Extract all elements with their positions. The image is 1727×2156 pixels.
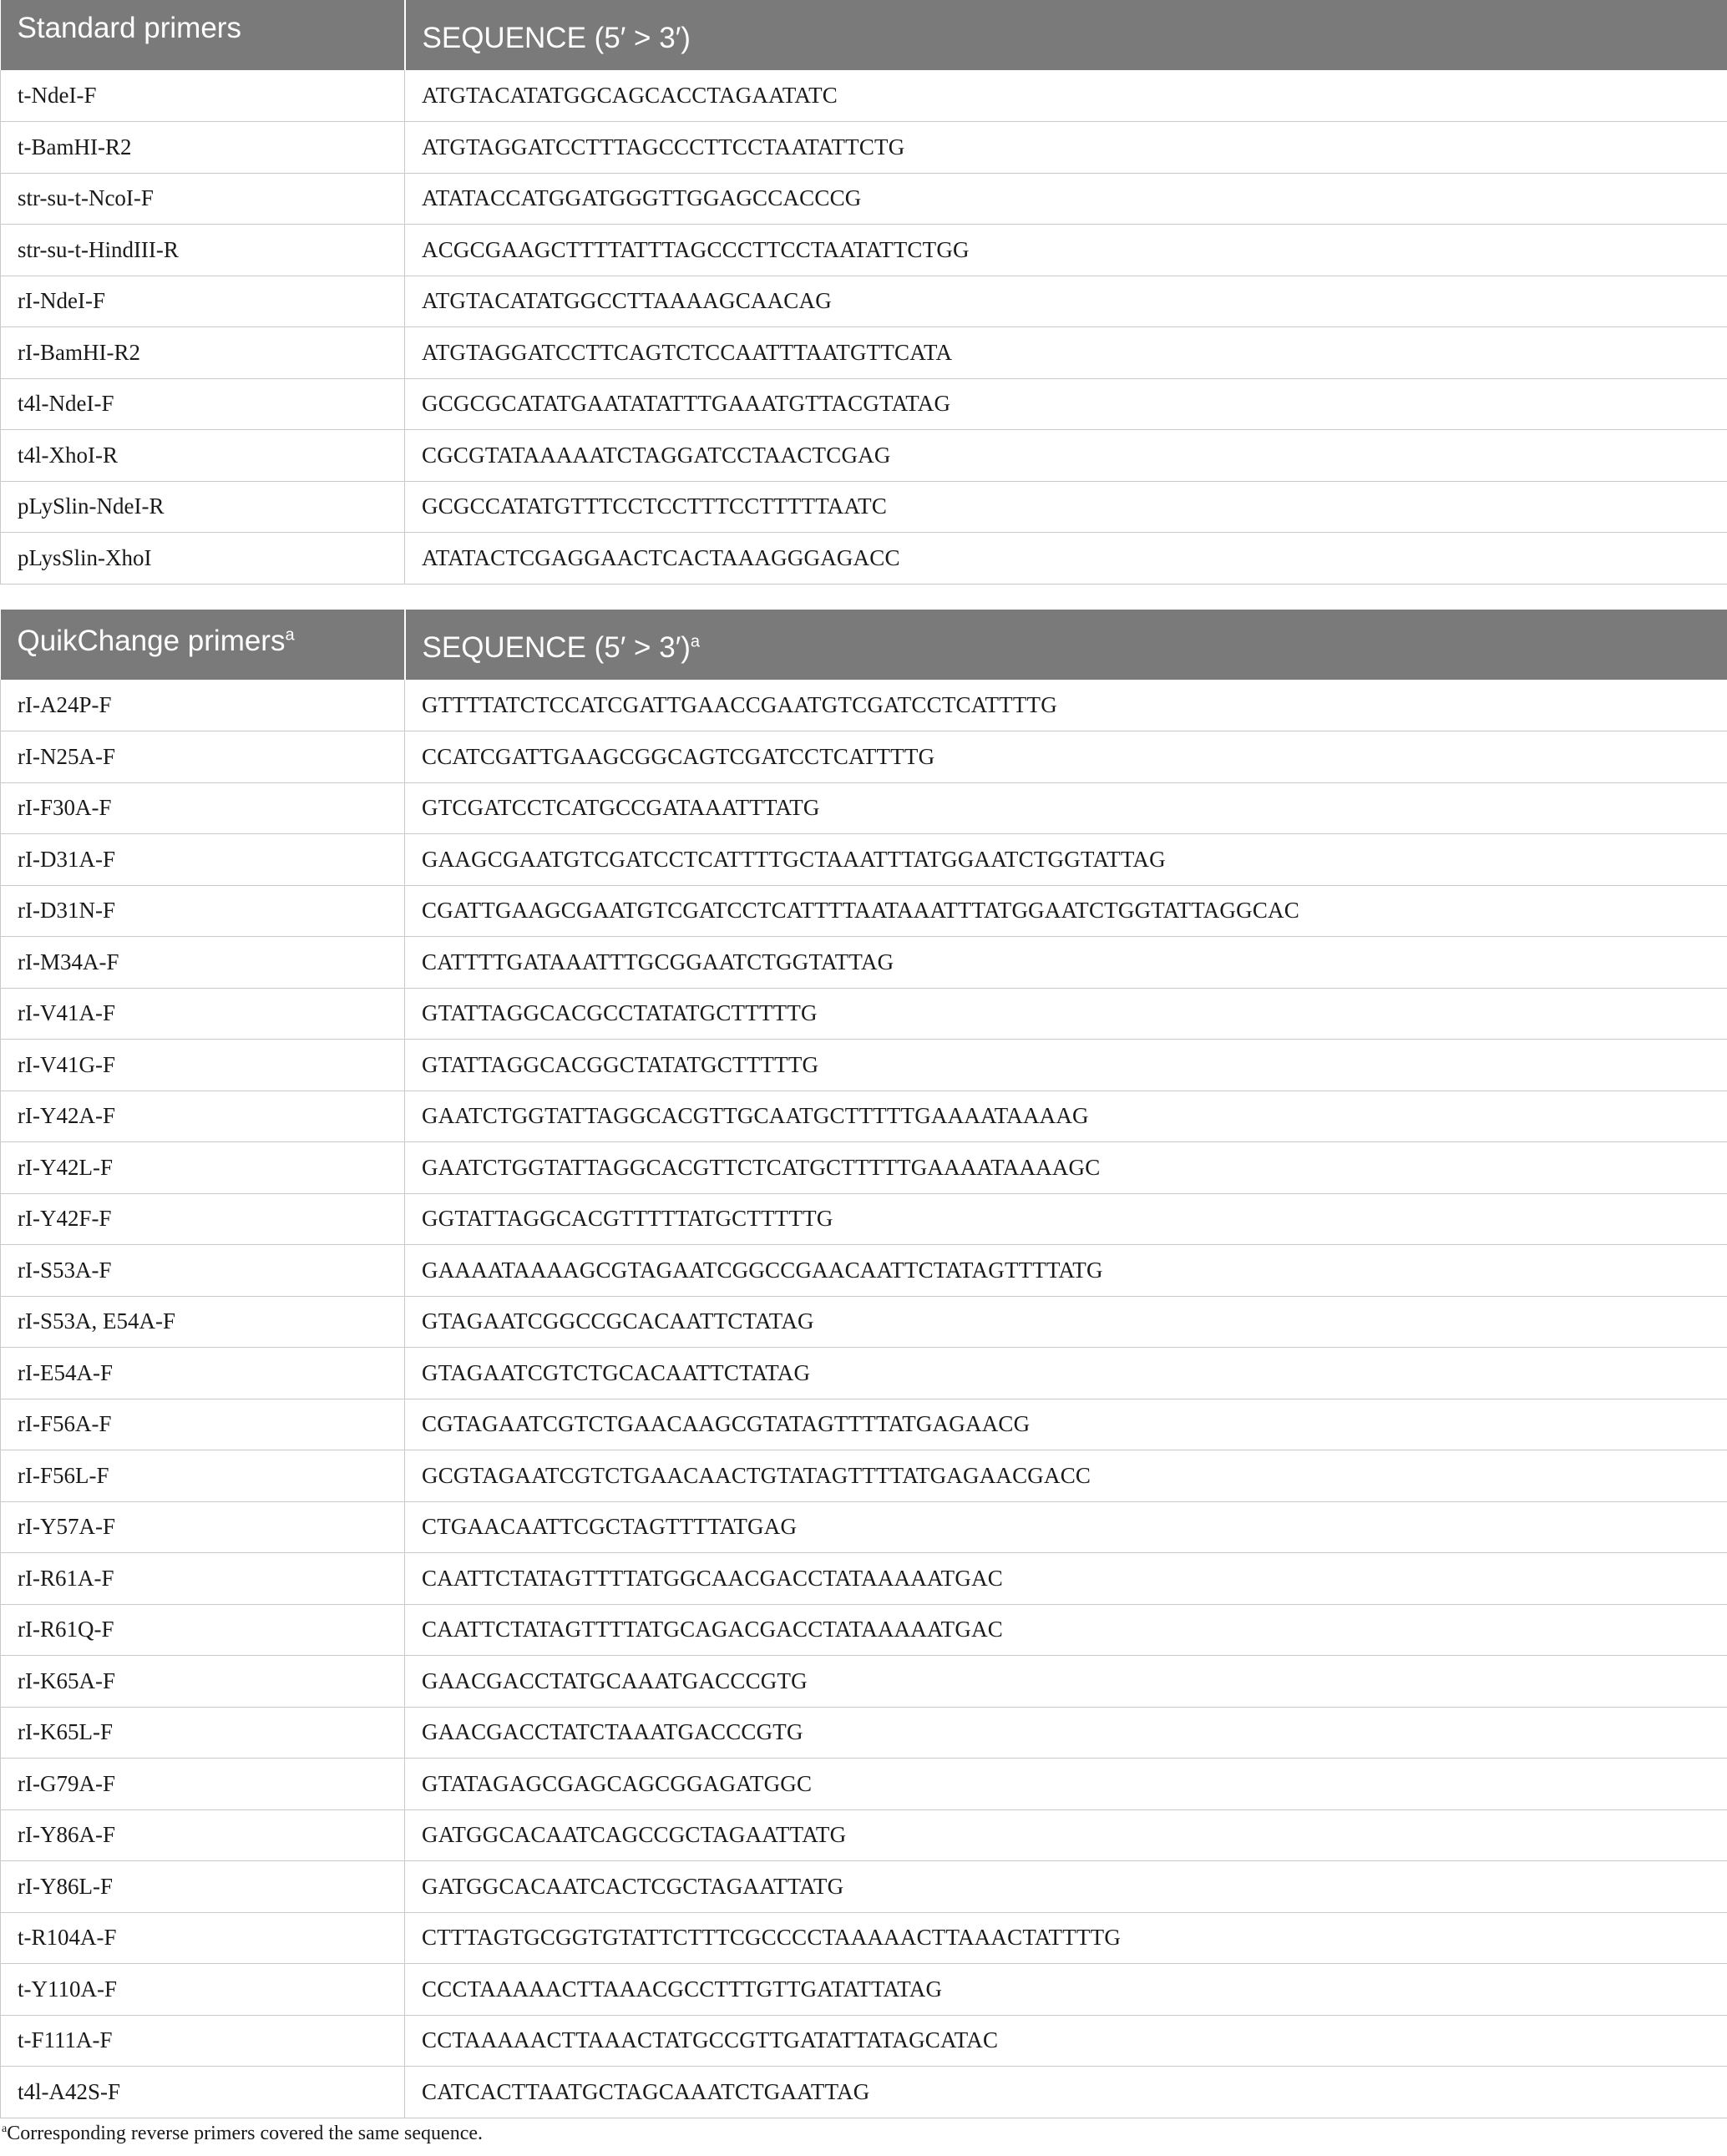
primer-sequence-cell: GAAAATAAAAGCGTAGAATCGGCCGAACAATTCTATAGTTTTATG: [405, 1245, 1727, 1297]
footnote-text: Corresponding reverse primers covered the same sequence.: [7, 2123, 483, 2144]
primer-sequence-cell: GAATCTGGTATTAGGCACGTTGCAATGCTTTTTGAAAATAAAAG: [405, 1091, 1727, 1142]
primer-sequence-cell: ATGTAGGATCCTTCAGTCTCCAATTTAATGTTCATA: [405, 327, 1727, 379]
table-row: [1, 327, 1727, 379]
primer-sequence-cell: GTTTTATCTCCATCGATTGAACCGAATGTCGATCCTCATTTTG: [405, 680, 1727, 731]
primer-name-cell: rI-Y42A-F: [1, 1091, 405, 1142]
primer-sequence-cell: GATGGCACAATCAGCCGCTAGAATTATG: [405, 1809, 1727, 1861]
table-row: [1, 1040, 1727, 1091]
footnote-marker: a: [690, 632, 701, 651]
primer-sequence-cell: GAACGACCTATGCAAATGACCCGTG: [405, 1656, 1727, 1708]
table-row: [1, 1450, 1727, 1502]
primer-sequence-cell: GATGGCACAATCACTCGCTAGAATTATG: [405, 1861, 1727, 1913]
table-row: [1, 782, 1727, 834]
primer-name-cell: rI-Y42F-F: [1, 1193, 405, 1245]
table-row: [1, 122, 1727, 174]
primer-sequence-cell: GTCGATCCTCATGCCGATAAATTTATG: [405, 782, 1727, 834]
quikchange-header-row: [1, 610, 1727, 680]
primer-name-cell: t4l-XhoI-R: [1, 430, 405, 482]
primer-name-cell: pLysSlin-XhoI: [1, 533, 405, 585]
quikchange-table-body: [1, 680, 1727, 2118]
standard-table-body: [1, 70, 1727, 584]
primer-sequence-cell: CAATTCTATAGTTTTATGCAGACGACCTATAAAAATGAC: [405, 1604, 1727, 1656]
primer-name-cell: t-NdeI-F: [1, 70, 405, 122]
table-row: [1, 1707, 1727, 1759]
primer-name-cell: rI-E54A-F: [1, 1348, 405, 1399]
primer-name-cell: pLySlin-NdeI-R: [1, 481, 405, 533]
table-row: [1, 1759, 1727, 1810]
primer-sequence-cell: ATATACCATGGATGGGTTGGAGCCACCCG: [405, 173, 1727, 225]
primer-name-cell: t-F111A-F: [1, 2015, 405, 2067]
quikchange-header-name: QuikChange primers$^a$: [1, 610, 405, 680]
primer-name-cell: rI-S53A-F: [1, 1245, 405, 1297]
table-row: [1, 988, 1727, 1040]
primer-sequence-cell: CGCGTATAAAAATCTAGGATCCTAACTCGAG: [405, 430, 1727, 482]
table-row: [1, 378, 1727, 430]
primer-sequence-cell: ACGCGAAGCTTTTATTTAGCCCTTCCTAATATTCTGG: [405, 225, 1727, 276]
primer-sequence-cell: GAACGACCTATCTAAATGACCCGTG: [405, 1707, 1727, 1759]
table-row: [1, 1964, 1727, 2016]
table-row: [1, 1861, 1727, 1913]
primer-sequence-cell: CCTAAAAACTTAAACTATGCCGTTGATATTATAGCATAC: [405, 2015, 1727, 2067]
quikchange-header-sequence: SEQUENCE (5′ > 3′)$^a$: [405, 610, 1727, 680]
primer-name-cell: rI-M34A-F: [1, 937, 405, 989]
primer-name-cell: rI-S53A, E54A-F: [1, 1296, 405, 1348]
table-row: [1, 2067, 1727, 2118]
primer-name-cell: rI-A24P-F: [1, 680, 405, 731]
table-row: [1, 1912, 1727, 1964]
table-row: [1, 1604, 1727, 1656]
primer-name-cell: rI-K65A-F: [1, 1656, 405, 1708]
table-row: [1, 1091, 1727, 1142]
primer-sequence-cell: GAATCTGGTATTAGGCACGTTCTCATGCTTTTTGAAAATAAAAGC: [405, 1142, 1727, 1194]
primer-name-cell: str-su-t-HindIII-R: [1, 225, 405, 276]
primer-name-cell: t-R104A-F: [1, 1912, 405, 1964]
table-row: [1, 1296, 1727, 1348]
quikchange-primers-table: [0, 610, 1727, 2118]
primer-sequence-cell: GCGTAGAATCGTCTGAACAACTGTATAGTTTTATGAGAACGACC: [405, 1450, 1727, 1502]
table-row: [1, 276, 1727, 327]
primer-name-cell: rI-F30A-F: [1, 782, 405, 834]
standard-header-row: [1, 0, 1727, 70]
primer-sequence-cell: GGTATTAGGCACGTTTTTATGCTTTTTG: [405, 1193, 1727, 1245]
primer-name-cell: t4l-NdeI-F: [1, 378, 405, 430]
primer-name-cell: rI-R61Q-F: [1, 1604, 405, 1656]
primer-sequence-cell: CGATTGAAGCGAATGTCGATCCTCATTTTAATAAATTTATGGAATCTGGTATTAGGCAC: [405, 885, 1727, 937]
primer-sequence-cell: CATCACTTAATGCTAGCAAATCTGAATTAG: [405, 2067, 1727, 2118]
primer-name-cell: rI-Y42L-F: [1, 1142, 405, 1194]
primer-name-cell: t-BamHI-R2: [1, 122, 405, 174]
table-footnote: [2, 2123, 483, 2145]
table-row: [1, 1348, 1727, 1399]
primer-sequence-cell: CGTAGAATCGTCTGAACAAGCGTATAGTTTTATGAGAACG: [405, 1399, 1727, 1450]
primer-name-cell: rI-D31N-F: [1, 885, 405, 937]
primer-name-cell: rI-D31A-F: [1, 834, 405, 886]
table-row: [1, 1553, 1727, 1605]
primer-name-cell: rI-Y86L-F: [1, 1861, 405, 1913]
primer-sequence-cell: GCGCGCATATGAATATATTTGAAATGTTACGTATAG: [405, 378, 1727, 430]
primer-name-cell: t-Y110A-F: [1, 1964, 405, 2016]
table-row: [1, 680, 1727, 731]
primer-sequence-cell: ATATACTCGAGGAACTCACTAAAGGGAGACC: [405, 533, 1727, 585]
primer-name-cell: str-su-t-NcoI-F: [1, 173, 405, 225]
primer-name-cell: rI-Y57A-F: [1, 1501, 405, 1553]
primer-name-cell: rI-Y86A-F: [1, 1809, 405, 1861]
primer-name-cell: rI-G79A-F: [1, 1759, 405, 1810]
standard-header-sequence: SEQUENCE (5′ > 3′): [405, 0, 1727, 70]
primer-sequence-cell: CTTTAGTGCGGTGTATTCTTTCGCCCCTAAAAACTTAAACTATTTTG: [405, 1912, 1727, 1964]
table-row: [1, 1245, 1727, 1297]
table-row: [1, 937, 1727, 989]
primer-sequence-cell: CCATCGATTGAAGCGGCAGTCGATCCTCATTTTG: [405, 731, 1727, 783]
table-row: [1, 1399, 1727, 1450]
table-row: [1, 885, 1727, 937]
primer-name-cell: rI-N25A-F: [1, 731, 405, 783]
table-row: [1, 70, 1727, 122]
primer-sequence-cell: CAATTCTATAGTTTTATGGCAACGACCTATAAAAATGAC: [405, 1553, 1727, 1605]
table-row: [1, 1809, 1727, 1861]
primer-sequence-cell: GTATTAGGCACGCCTATATGCTTTTTG: [405, 988, 1727, 1040]
table-row: [1, 1656, 1727, 1708]
standard-primers-table: [0, 0, 1727, 585]
table-row: [1, 481, 1727, 533]
footnote-marker: a: [285, 625, 295, 645]
primer-sequence-cell: CTGAACAATTCGCTAGTTTTATGAG: [405, 1501, 1727, 1553]
table-row: [1, 430, 1727, 482]
primer-name-cell: rI-F56L-F: [1, 1450, 405, 1502]
primer-sequence-cell: GTAGAATCGTCTGCACAATTCTATAG: [405, 1348, 1727, 1399]
primer-sequence-cell: ATGTACATATGGCCTTAAAAGCAACAG: [405, 276, 1727, 327]
primer-sequence-cell: ATGTAGGATCCTTTAGCCCTTCCTAATATTCTG: [405, 122, 1727, 174]
standard-header-name: Standard primers: [1, 0, 405, 70]
primer-sequence-cell: GTATAGAGCGAGCAGCGGAGATGGC: [405, 1759, 1727, 1810]
primer-sequence-cell: GAAGCGAATGTCGATCCTCATTTTGCTAAATTTATGGAATCTGGTATTAG: [405, 834, 1727, 886]
primer-name-cell: rI-V41G-F: [1, 1040, 405, 1091]
table-row: [1, 2015, 1727, 2067]
table-row: [1, 173, 1727, 225]
primer-sequence-cell: CCCTAAAAACTTAAACGCCTTTGTTGATATTATAG: [405, 1964, 1727, 2016]
primer-name-cell: rI-R61A-F: [1, 1553, 405, 1605]
table-row: [1, 1501, 1727, 1553]
table-row: [1, 731, 1727, 783]
primer-sequence-cell: GTAGAATCGGCCGCACAATTCTATAG: [405, 1296, 1727, 1348]
footnote-marker: a: [2, 2123, 8, 2135]
primer-name-cell: rI-V41A-F: [1, 988, 405, 1040]
primer-name-cell: t4l-A42S-F: [1, 2067, 405, 2118]
table-row: [1, 533, 1727, 585]
primer-name-cell: rI-BamHI-R2: [1, 327, 405, 379]
primer-name-cell: rI-F56A-F: [1, 1399, 405, 1450]
primer-sequence-cell: GCGCCATATGTTTCCTCCTTTCCTTTTTAATC: [405, 481, 1727, 533]
primer-name-cell: rI-K65L-F: [1, 1707, 405, 1759]
table-row: [1, 1193, 1727, 1245]
table-row: [1, 1142, 1727, 1194]
primer-sequence-cell: GTATTAGGCACGGCTATATGCTTTTTG: [405, 1040, 1727, 1091]
table-row: [1, 834, 1727, 886]
primer-name-cell: rI-NdeI-F: [1, 276, 405, 327]
primer-sequence-cell: CATTTTGATAAATTTGCGGAATCTGGTATTAG: [405, 937, 1727, 989]
table-row: [1, 225, 1727, 276]
primer-sequence-cell: ATGTACATATGGCAGCACCTAGAATATC: [405, 70, 1727, 122]
